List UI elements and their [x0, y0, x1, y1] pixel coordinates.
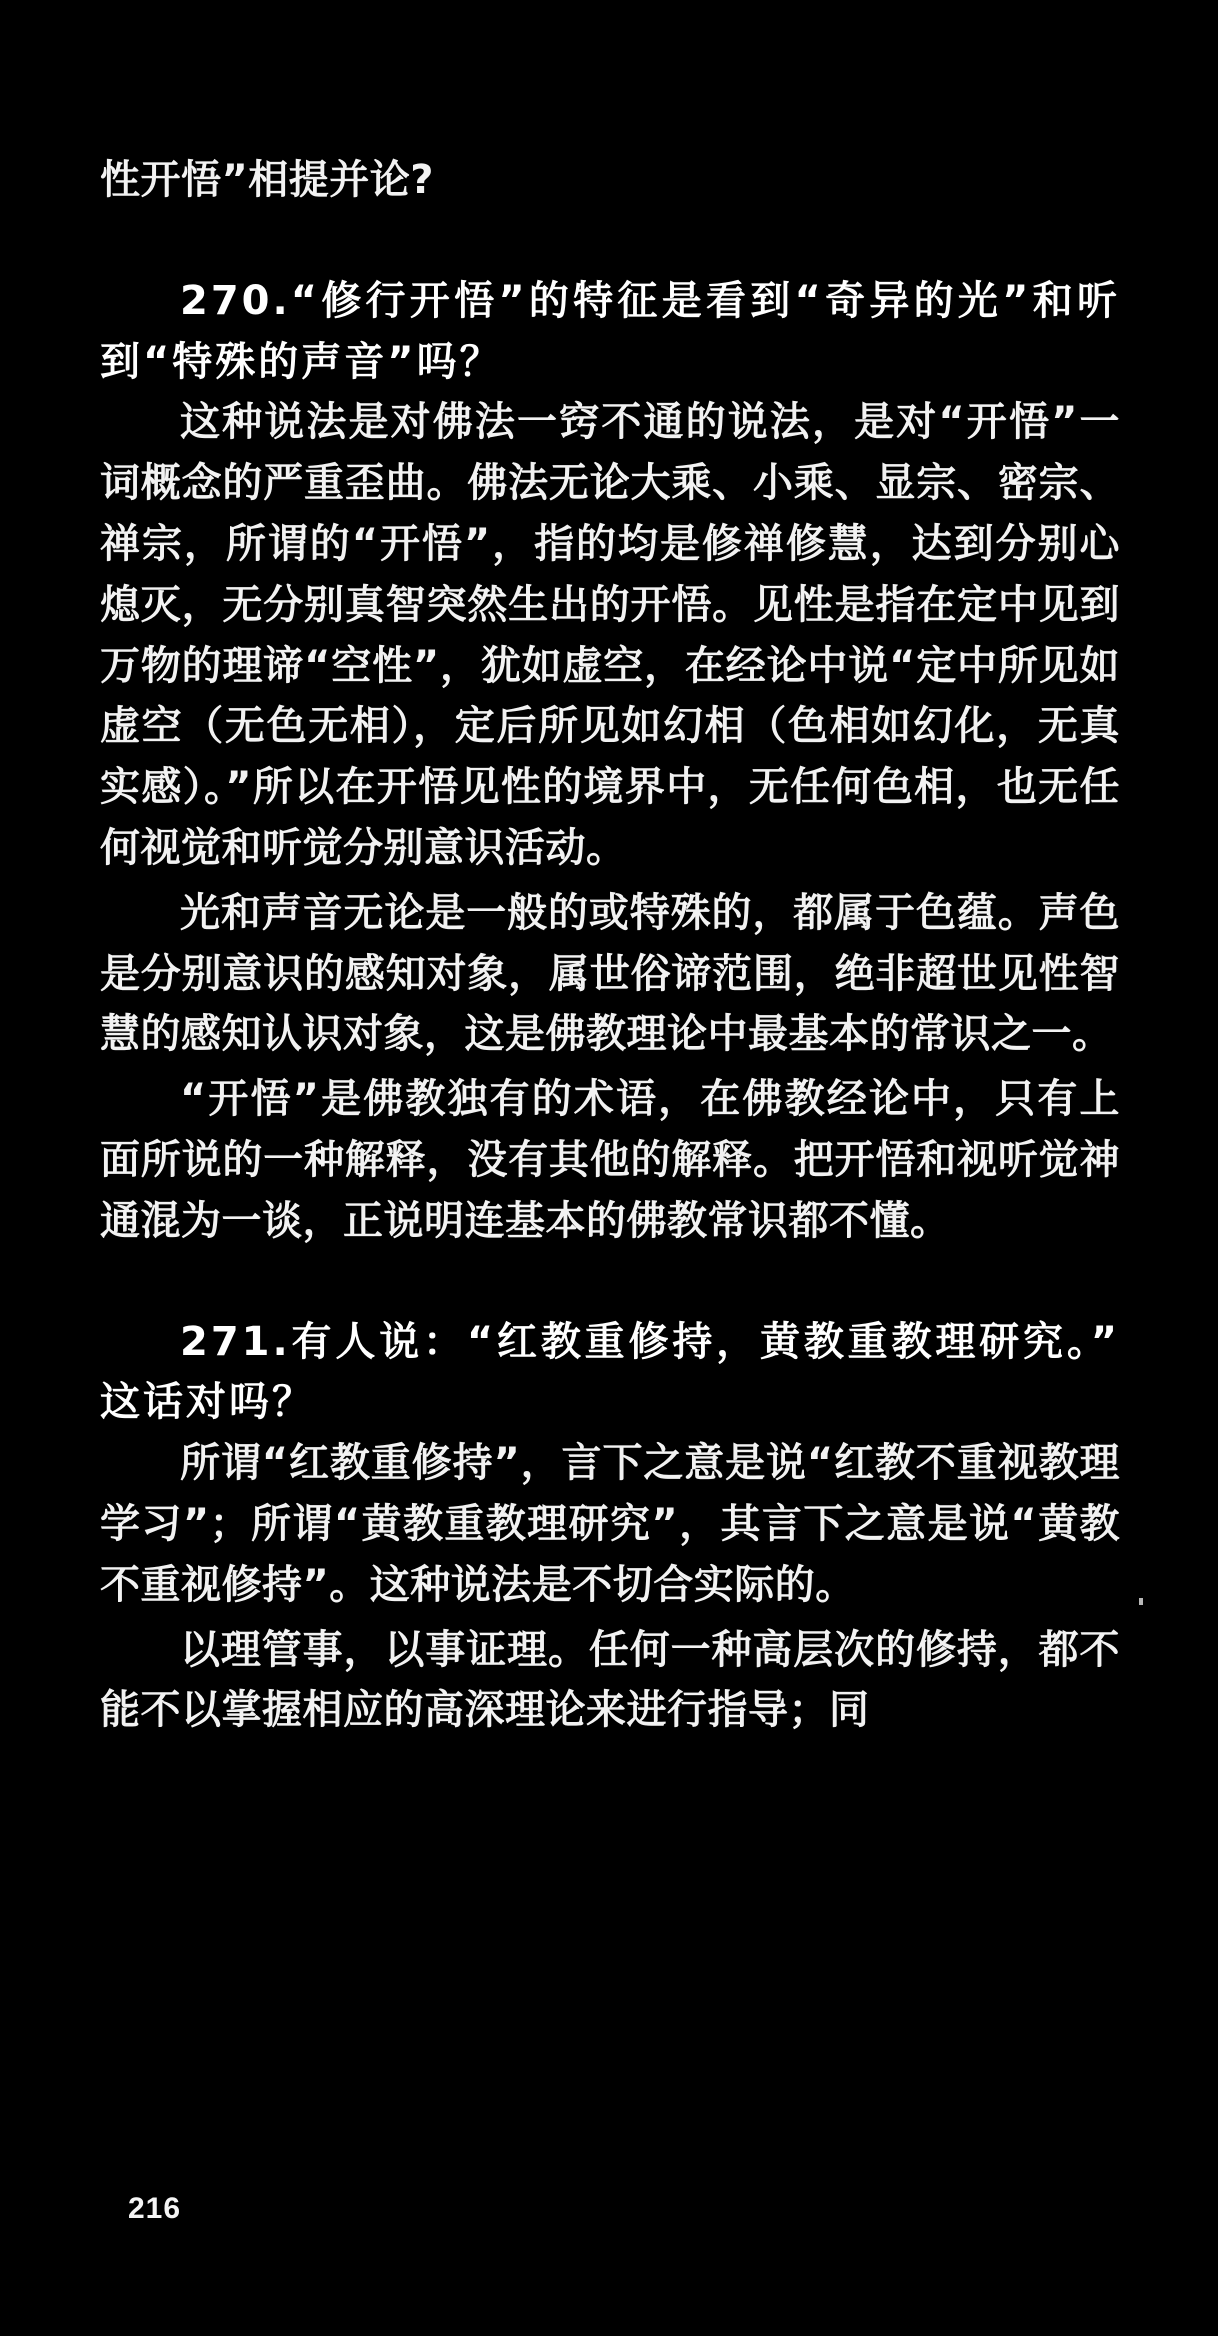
answer-271-paragraph-1: 所谓“红教重修持”，言下之意是说“红教不重视教理学习”；所谓“黄教重教理研究”，其言下之意是说“黄教不重视修持”。这种说法是不切合实际的。: [100, 1440, 1120, 1608]
answer-270-paragraph-3: “开悟”是佛教独有的术语，在佛教经论中，只有上面所说的一种解释，没有其他的解释。把开悟和视听觉神通混为一谈，正说明连基本的佛教常识都不懂。: [100, 1076, 1120, 1244]
question-271: 271.有人说：“红教重修持，黄教重教理研究。” 这话对吗？: [100, 1318, 1120, 1426]
question-270: 270.“修行开悟”的特征是看到“奇异的光”和听到“特殊的声音”吗？: [100, 277, 1120, 385]
answer-270-paragraph-2: 光和声音无论是一般的或特殊的，都属于色蕴。声色是分别意识的感知对象，属世俗谛范围，绝非超世见性智慧的感知认识对象，这是佛教理论中最基本的常识之一。: [100, 889, 1120, 1058]
answer-271-paragraph-2: 以理管事，以事证理。任何一种高层次的修持，都不能不以掌握相应的高深理论来进行指导；同: [100, 1626, 1120, 1734]
page-number: 216: [128, 2192, 182, 2225]
spacer: [100, 215, 1120, 271]
page-content: [100, 150, 1120, 1745]
answer-270-paragraph-1: 这种说法是对佛法一窍不通的说法，是对“开悟”一词概念的严重歪曲。佛法无论大乘、小乘、显宗、密宗、禅宗，所谓的“开悟”，指的均是修禅修慧，达到分别心熄灭，无分别真智突然生出的开悟。见性是指在定中见到万物的理谛“空性”，犹如虚空，在经论中说“定中所见如虚空（无色无相），定后所见如幻相（色相如幻化，无真实感）。”所以在开悟见性的境界中，无任何色相，也无任何视觉和听觉分别意识活动。: [100, 399, 1120, 871]
page-speck: [1139, 1598, 1143, 1605]
carryover-line: 性开悟”相提并论?: [100, 157, 434, 203]
spacer: [100, 1256, 1120, 1312]
